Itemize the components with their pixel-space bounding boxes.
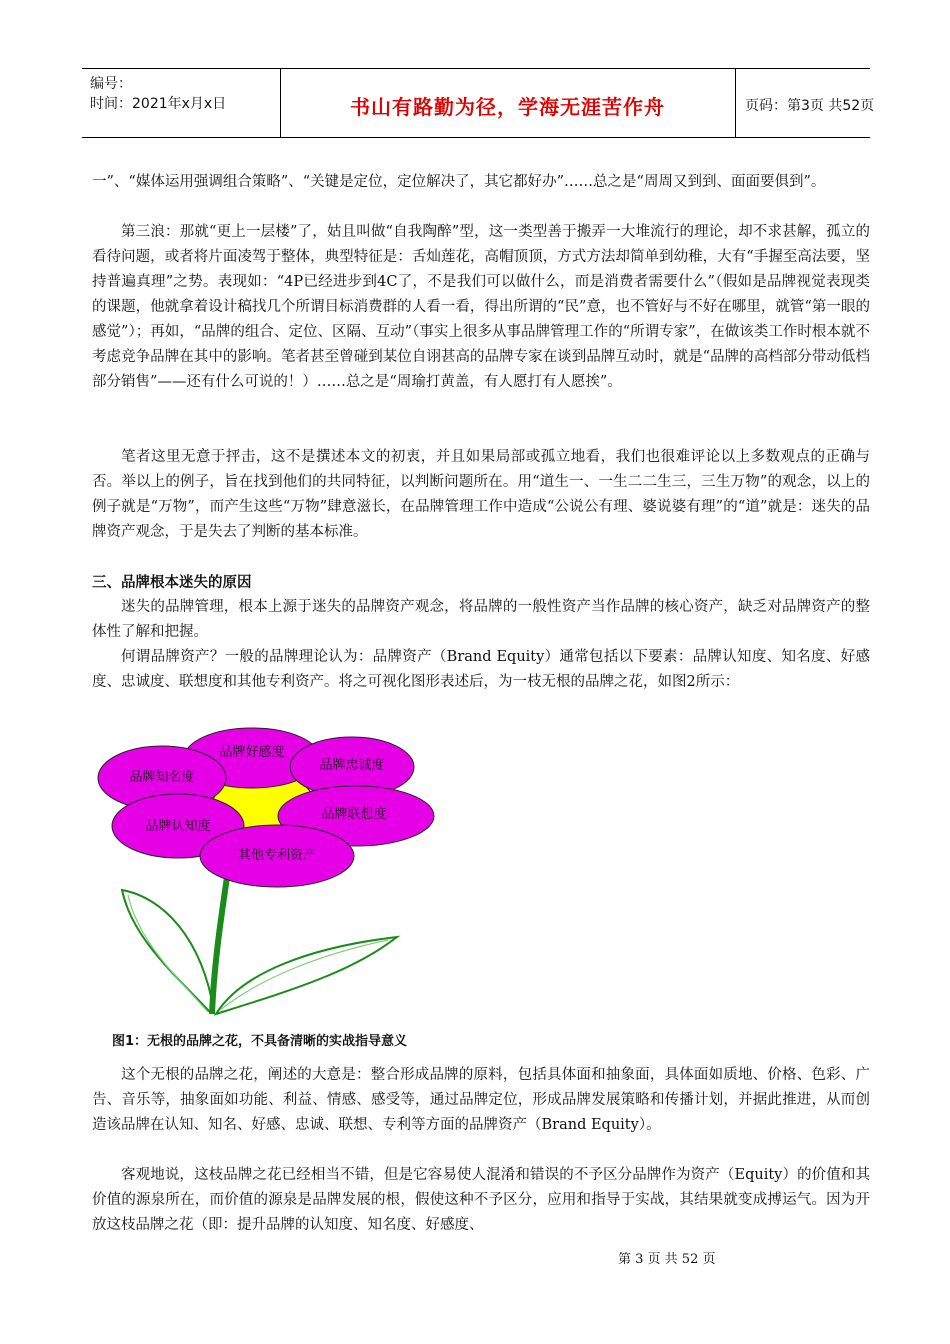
header-motto-cell: [280, 69, 736, 137]
section-heading: 三、品牌根本迷失的原因: [92, 575, 252, 591]
header-page-cell: [735, 69, 875, 137]
petal-label-right-upper: 品牌忠诚度: [319, 758, 385, 773]
left-leaf: [122, 890, 214, 1012]
petal-label-top: 品牌好感度: [219, 745, 285, 760]
petal-label-bottom: 其他专利资产: [237, 848, 317, 863]
petal-label-right-lower: 品牌联想度: [321, 807, 387, 822]
page-footer: 第 3 页 共 52 页: [618, 1252, 716, 1267]
paragraph-4: 迷失的品牌管理，根本上源于迷失的品牌资产观念，将品牌的一般性资产当作品牌的核心资产，缺乏对品牌资产的整体性了解和把握。: [92, 599, 870, 640]
page-number-label: 页码：第3页 共52页: [745, 98, 875, 114]
paragraph-3: 笔者这里无意于抨击，这不是撰述本文的初衷，并且如果局部或孤立地看，我们也很难评论以上多数观点的正确与否。举以上的例子，旨在找到他们的共同特征，以判断问题所在。用“道生一、一生二二生三，三生万物”的观念，以上的例子就是“万物”，而产生这些“万物”肆意滋长，在品牌管理工作中造成“公说公有理、婆说婆有理”的“道”就是：迷失的品牌资产观念，于是失去了判断的基本标准。: [92, 449, 870, 540]
right-leaf-inner: [220, 940, 388, 1010]
stem: [212, 870, 228, 1014]
header-info-cell: [82, 69, 281, 137]
paragraph-6: 这个无根的品牌之花，阐述的大意是：整合形成品牌的原料，包括具体面和抽象面，具体面如质地、价格、色彩、广告、音乐等，抽象面如功能、利益、情感、感受等，通过品牌定位，形成品牌发展策略和传播计划，并据此推进，从而创造该品牌在认知、知名、好感、忠诚、联想、专利等方面的品牌资产（Brand Equity）。: [92, 1067, 870, 1133]
date-label: 时间：2021年x月x日: [90, 96, 227, 112]
petal-bottom: [200, 825, 354, 887]
paragraph-2: 第三浪：那就“更上一层楼”了，姑且叫做“自我陶醉”型，这一类型善于搬弄一大堆流行的理论，却不求甚解，孤立的看待问题，或者将片面凌驾于整体，典型特征是：舌灿莲花，高帽顶顶，方式方法却简单到幼稚，大有“手握至高法要，坚持普遍真理”之势。表现如：“4P已经进步到4C了，不是我们可以做什么，而是消费者需要什么”（假如是品牌视觉表现类的课题，他就拿着设计稿找几个所谓目标消费群的人看一看，得出所谓的“民”意，也不管好与不好在哪里，就管“第一眼的感觉”）；再如，“品牌的组合、定位、区隔、互动”（事实上很多从事品牌管理工作的“所谓专家”，在做该类工作时根本就不考虑竞争品牌在其中的影响。笔者甚至曾碰到某位自诩甚高的品牌专家在谈到品牌互动时，就是“品牌的高档部分带动低档部分销售”——还有什么可说的！）……总之是“周瑜打黄盖，有人愿打有人愿挨”。: [92, 224, 870, 390]
motto-text: 书山有路勤为径，学海无涯苦作舟: [350, 95, 665, 119]
flower-illustration: [92, 722, 452, 1022]
page-header: [82, 68, 875, 138]
code-label: 编号：: [90, 76, 132, 92]
petal-label-left-lower: 品牌认知度: [145, 819, 211, 834]
right-leaf: [216, 937, 397, 1014]
petal-label-left-upper: 品牌知名度: [129, 770, 195, 785]
brand-flower-figure: [92, 722, 452, 1022]
paragraph-1: 一”、“媒体运用强调组合策略”、“关键是定位，定位解决了，其它都好办”……总之是“周周又到到、面面要俱到”。: [92, 174, 826, 190]
figure-caption: 图1：无根的品牌之花，不具备清晰的实战指导意义: [112, 1034, 408, 1049]
paragraph-7: 客观地说，这枝品牌之花已经相当不错，但是它容易使人混淆和错误的不予区分品牌作为资产（Equity）的价值和其价值的源泉所在，而价值的源泉是品牌发展的根，假使这种不予区分，应用和指导于实战，其结果就变成搏运气。因为开放这枝品牌之花（即：提升品牌的认知度、知名度、好感度、: [92, 1167, 870, 1233]
paragraph-5: 何谓品牌资产？一般的品牌理论认为：品牌资产（Brand Equity）通常包括以下要素：品牌认知度、知名度、好感度、忠诚度、联想度和其他专利资产。将之可视化图形表述后，为一枝无根的品牌之花，如图2所示：: [92, 649, 870, 690]
